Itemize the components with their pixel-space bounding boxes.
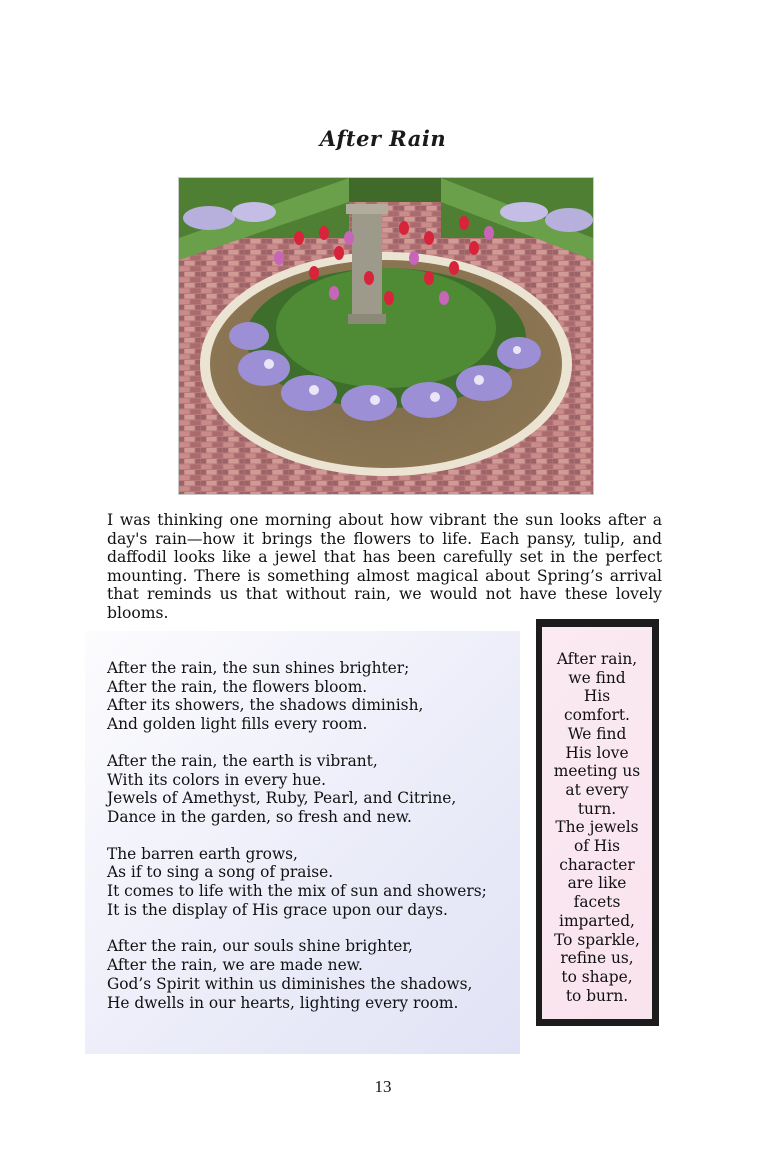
- sidebar-line: After rain,: [556, 650, 638, 668]
- poem-line: After the rain, our souls shine brighter,: [107, 937, 413, 956]
- poem-line: God’s Spirit within us diminishes the shadows,: [107, 974, 473, 993]
- sidebar-line: character: [559, 855, 635, 874]
- sidebar-line: at every: [565, 780, 629, 799]
- poem-line: Dance in the garden, so fresh and new.: [107, 807, 412, 826]
- sidebar-line: we find: [568, 668, 626, 687]
- sidebar-line: of His: [573, 837, 621, 856]
- sidebar-quote: [542, 627, 652, 1019]
- sidebar-line: are like: [567, 874, 627, 893]
- intro-paragraph: I was thinking one morning about how vibrant the sun looks after a day's rain—how it brings the flowers to life. Each pansy, tulip, and daffodil looks like a jewel that has been carefully set in the perfect mounting. There is something almost magical about Spring’s arrival that reminds us that without rain, we would not have these lovely blooms.: [107, 511, 662, 622]
- poem-line: After the rain, the earth is vibrant,: [107, 751, 378, 770]
- poem-stanza: [107, 659, 517, 734]
- poem: [107, 659, 517, 1030]
- poem-line: After the rain, the flowers bloom.: [107, 677, 368, 696]
- poem-line: It is the display of His grace upon our days.: [107, 900, 448, 919]
- sidebar-line: refine us,: [560, 949, 634, 968]
- poem-line: It comes to life with the mix of sun and showers;: [107, 882, 487, 901]
- sidebar-line: The jewels: [555, 818, 639, 837]
- poem-line: After the rain, we are made new.: [107, 956, 363, 975]
- poem-line: The barren earth grows,: [107, 844, 298, 863]
- poem-line: As if to sing a song of praise.: [107, 863, 334, 882]
- poem-line: Jewels of Amethyst, Ruby, Pearl, and Citrine,: [107, 789, 457, 808]
- sidebar-frame: [536, 619, 659, 1026]
- poem-line: And golden light fills every room.: [107, 715, 368, 734]
- poem-stanza: [107, 752, 517, 827]
- sidebar-line: imparted,: [559, 911, 635, 930]
- sidebar-line: We find: [567, 724, 627, 743]
- page-number: 13: [374, 1077, 392, 1096]
- sidebar-line: His: [583, 687, 611, 706]
- poem-line: After the rain, the sun shines brighter;: [107, 659, 410, 677]
- sidebar-line: To sparkle,: [554, 930, 640, 949]
- sidebar-line: meeting us: [553, 762, 641, 781]
- poem-line: With its colors in every hue.: [107, 770, 326, 789]
- poem-line: After its showers, the shadows diminish,: [107, 696, 424, 715]
- garden-photo: [178, 177, 594, 495]
- sidebar-line: His love: [565, 743, 629, 762]
- sidebar-line: to burn.: [565, 986, 629, 1005]
- sidebar-line: turn.: [577, 799, 617, 818]
- sidebar-line: comfort.: [564, 706, 630, 725]
- sidebar-line: to shape,: [561, 967, 633, 986]
- page-title: After Rain: [319, 126, 447, 151]
- poem-stanza: [107, 937, 517, 1012]
- sidebar-line: facets: [573, 893, 621, 912]
- poem-stanza: [107, 845, 517, 920]
- poem-line: He dwells in our hearts, lighting every room.: [107, 993, 459, 1012]
